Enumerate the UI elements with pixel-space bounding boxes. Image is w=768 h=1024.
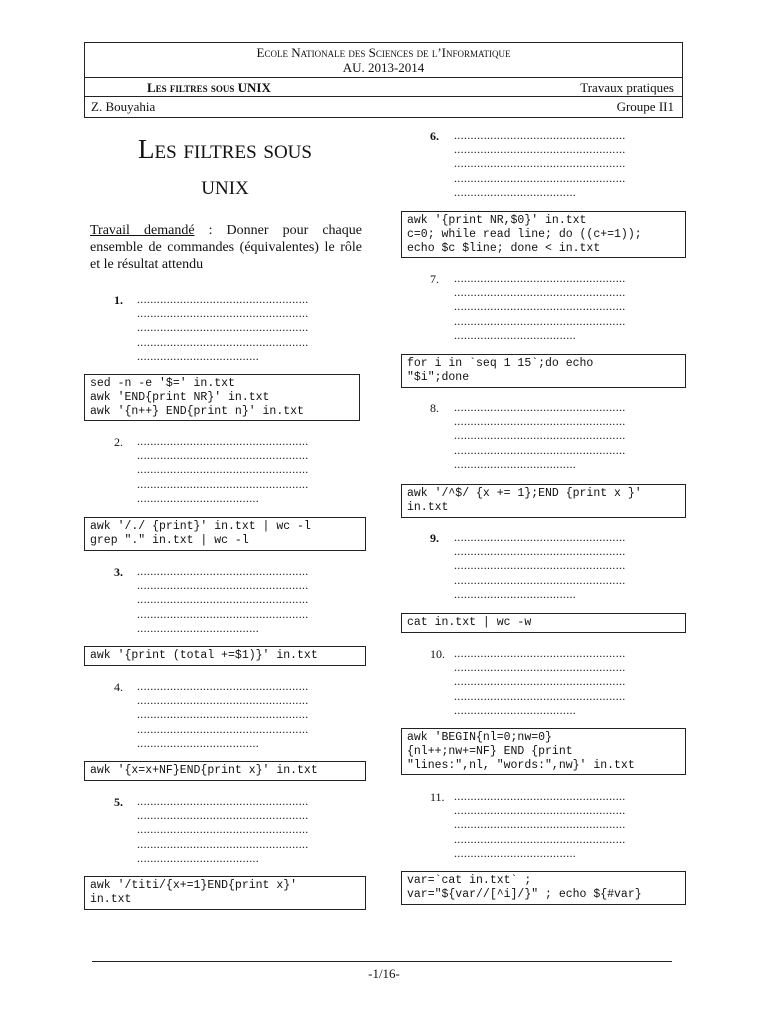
page-title-line1: Les filtres sous [138, 134, 312, 164]
item-number: 1. [114, 293, 123, 307]
command-box: awk 'BEGIN{nl=0;nw=0} {nl++;nw+=NF} END {print "lines:",nl, "words:",nw}' in.txt [401, 728, 686, 775]
instructions-text: : Donner pour chaque ensemble de commandes (équivalentes) le rôle et le résultat attendu [90, 223, 362, 272]
course-title: Les filtres sous UNIX [147, 80, 271, 95]
item-number: 4. [114, 680, 123, 694]
item-number: 8. [430, 401, 439, 415]
footer-rule [92, 961, 672, 962]
answer-lines: .................................................... .................................................... .................................................... .................................................... ..................................... [137, 434, 309, 505]
item-number: 6. [430, 129, 439, 143]
instructions-label: Travail demandé [90, 223, 195, 238]
page-title-line2: unix [201, 170, 249, 200]
doc-type: Travaux pratiques [580, 80, 674, 95]
answer-lines: .................................................... .................................................... .................................................... .................................................... ..................................... [137, 679, 309, 750]
item-number: 2. [114, 435, 123, 449]
item-number: 9. [430, 531, 439, 545]
item-number: 10. [430, 647, 445, 661]
item-number: 5. [114, 795, 123, 809]
command-box: sed -n -e '$=' in.txt awk 'END{print NR}' in.txt awk '{n++} END{print n}' in.txt [84, 374, 360, 421]
header-table [84, 42, 683, 118]
command-box: awk '/^$/ {x += 1};END {print x }' in.txt [401, 484, 686, 518]
item-number: 7. [430, 272, 439, 286]
answer-lines: .................................................... .................................................... .................................................... .................................................... ..................................... [137, 292, 309, 363]
command-box: awk '{x=x+NF}END{print x}' in.txt [84, 761, 366, 781]
answer-lines: .................................................... .................................................... .................................................... .................................................... ..................................... [454, 400, 626, 471]
command-box: awk '/titi/{x+=1}END{print x}' in.txt [84, 876, 366, 910]
item-number: 11. [430, 790, 445, 804]
answer-lines: .................................................... .................................................... .................................................... .................................................... ..................................... [454, 646, 626, 717]
command-box: cat in.txt | wc -w [401, 613, 686, 633]
command-box: awk '{print NR,$0}' in.txt c=0; while read line; do ((c+=1)); echo $c $line; done < in.txt [401, 211, 686, 258]
command-box: awk '/./ {print}' in.txt | wc -l grep "." in.txt | wc -l [84, 517, 366, 551]
academic-year: AU. 2013-2014 [342, 60, 425, 75]
answer-lines: .................................................... .................................................... .................................................... .................................................... ..................................... [454, 789, 626, 860]
item-number: 3. [114, 565, 123, 579]
command-box: awk '{print (total +=$1)}' in.txt [84, 646, 366, 666]
group: Groupe II1 [616, 99, 674, 114]
command-box: var=`cat in.txt` ; var="${var//[^i]/}" ; echo ${#var} [401, 871, 686, 905]
author: Z. Bouyahia [91, 99, 156, 114]
school-name: Ecole Nationale des Sciences de l’Informatique [256, 45, 511, 60]
answer-lines: .................................................... .................................................... .................................................... .................................................... ..................................... [454, 530, 626, 601]
answer-lines: .................................................... .................................................... .................................................... .................................................... ..................................... [137, 564, 309, 635]
page-number: -1/16- [368, 966, 400, 981]
answer-lines: .................................................... .................................................... .................................................... .................................................... ..................................... [454, 271, 626, 342]
instructions [90, 222, 362, 273]
answer-lines: .................................................... .................................................... .................................................... .................................................... ..................................... [454, 128, 626, 199]
command-box: for i in `seq 1 15`;do echo "$i";done [401, 354, 686, 388]
answer-lines: .................................................... .................................................... .................................................... .................................................... ..................................... [137, 794, 309, 865]
